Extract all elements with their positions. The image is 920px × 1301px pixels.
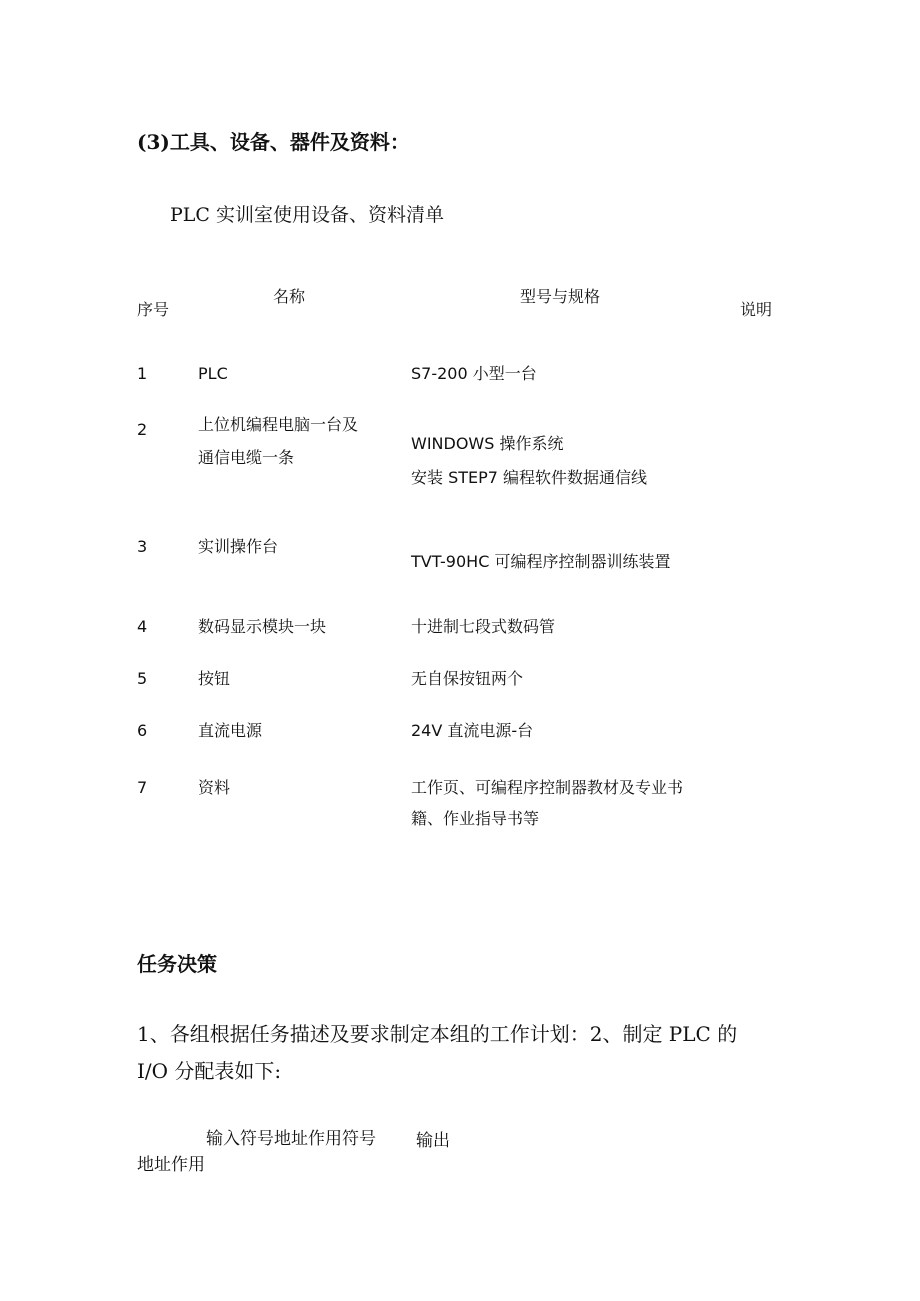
row-name: 数码显示模块一块 <box>198 617 327 636</box>
decision-text-line1: 1、各组根据任务描述及要求制定本组的工作计划：2、制定 PLC 的 <box>137 1022 738 1046</box>
row-spec: WINDOWS 操作系统 <box>411 434 564 453</box>
row-name: 直流电源 <box>198 721 263 740</box>
row-index: 5 <box>137 669 148 688</box>
row-index: 3 <box>137 537 148 556</box>
row-name: 按钮 <box>198 669 231 688</box>
header-index: 序号 <box>137 300 170 319</box>
row-name-line2: 通信电缆一条 <box>198 448 295 467</box>
header-spec: 型号与规格 <box>520 287 601 306</box>
decision-text-line2: I/O 分配表如下: <box>137 1059 282 1083</box>
row-name: PLC <box>198 364 228 383</box>
row-spec: 工作页、可编程序控制器教材及专业书 <box>411 778 684 797</box>
row-index: 6 <box>137 721 148 740</box>
row-spec: TVT-90HC 可编程序控制器训练装置 <box>411 552 671 571</box>
row-index: 2 <box>137 420 148 439</box>
row-spec-line2: 安装 STEP7 编程软件数据通信线 <box>411 468 648 487</box>
row-name: 实训操作台 <box>198 537 279 556</box>
row-index: 4 <box>137 617 148 636</box>
io-wrap-label: 地址作用 <box>137 1155 205 1175</box>
row-spec: 无自保按钮两个 <box>411 669 524 688</box>
section-heading: (3)工具、设备、器件及资料： <box>137 130 410 154</box>
row-index: 1 <box>137 364 148 383</box>
header-note: 说明 <box>740 300 773 319</box>
io-input-label: 输入符号地址作用符号 <box>206 1129 376 1149</box>
row-index: 7 <box>137 778 148 797</box>
header-name: 名称 <box>273 287 306 306</box>
row-spec: 24V 直流电源-台 <box>411 721 534 740</box>
row-spec: S7-200 小型一台 <box>411 364 537 383</box>
row-spec: 十进制七段式数码管 <box>411 617 556 636</box>
decision-heading: 任务决策 <box>137 952 217 976</box>
row-spec-line2: 籍、作业指导书等 <box>411 809 540 828</box>
row-name: 上位机编程电脑一台及 <box>198 415 359 434</box>
table-title: PLC 实训室使用设备、资料清单 <box>170 204 444 226</box>
io-output-label: 输出 <box>416 1131 450 1151</box>
row-name: 资料 <box>198 778 231 797</box>
